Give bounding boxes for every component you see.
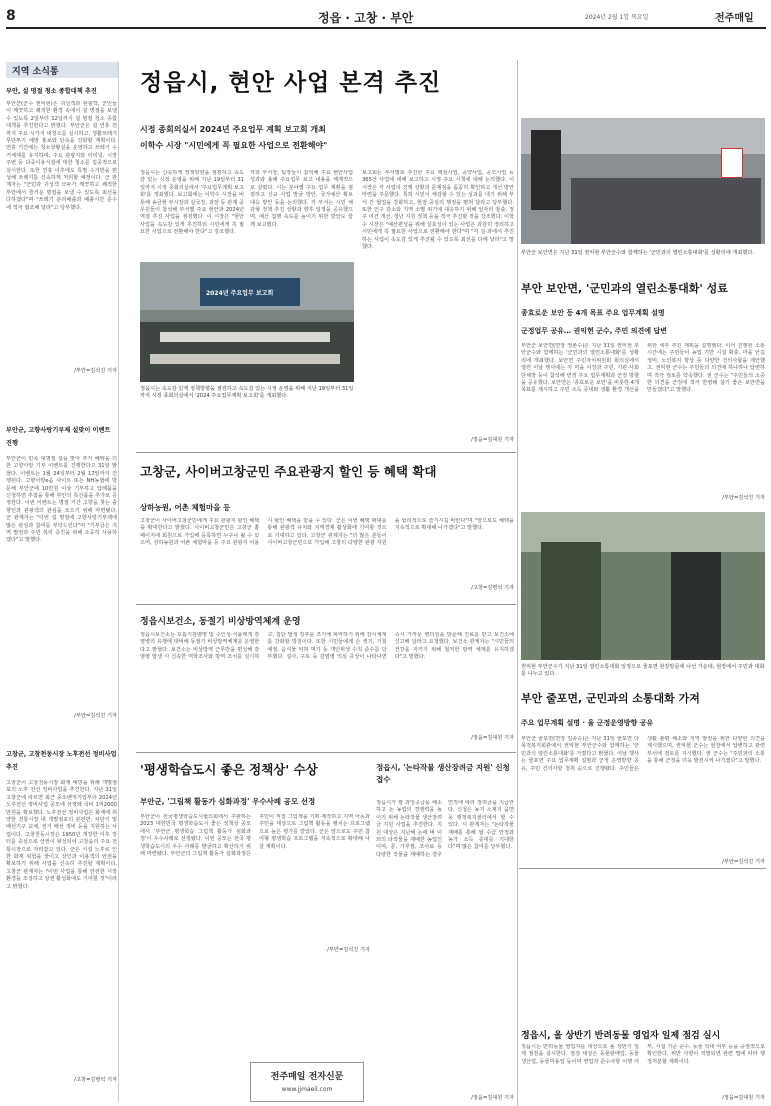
sidebar-item-3	[6, 748, 117, 1083]
gochang-byline: /고창=김병석 기자	[471, 585, 514, 591]
julpo-photo-caption: 권익현 부안군수가 지난 31일 열린소통대화 일정으로 줄포면 현장방문에 나선 가운데, 현장에서 주민과 대화를 나누고 있다.	[521, 664, 765, 677]
boan-subhead-1: 종효로운 보안 등 4개 목표 주요 업무계획 설명	[521, 309, 665, 317]
health-byline: /정읍=김대원 기자	[471, 735, 514, 741]
main-byline: /정읍=김대원 기자	[471, 437, 514, 443]
divider-main	[136, 452, 516, 453]
gochang-subhead: 상하농원, 어촌 체험마을 등	[140, 503, 231, 512]
pet-body: 정읍시는 반려동물 영업자를 대상으로 올 상반기 일제 점검을 실시한다. 점검 대상은 동물판매업, 동물생산업, 동물미용업 등이며 영업자 준수사항 이행 여부, 시설 기준 준수, 동물 학대 여부 등을 중점적으로 확인한다. 위반 사항이 적발되면 관련 법에 따라 행정처분할 계획이다.	[521, 1044, 765, 1065]
main-headline: 정읍시, 현안 사업 본격 추진	[140, 70, 442, 96]
julpo-body: 부안군 줄포면(면장 김종승)은 지난 31일 줄포면 다목적복지회관에서 권익현 부안군수와 함께하는 '군민과의 열린소통대화'를 가졌다고 밝혔다. 이날 행사는 줄포면 주요 업무계획 설명과 군정 운영방향 공유, 주민 건의사항 청취 순으로 진행됐다. 주민들은 생활 불편 해소와 지역 발전을 위한 다양한 의견을 제시했으며, 권익현 군수는 현장에서 답변하고 관련 부서에 검토를 지시했다. 권 군수는 "주민과의 소통을 통해 군정을 더욱 발전시켜 나가겠다"고 말했다.	[521, 736, 765, 772]
page-number: 8	[6, 8, 16, 24]
learning-body: 부안군이 전국평생학습도시협의회에서 주관하는 2023 대한민국 평생학습도시 좋은 정책상 공모에서 '부안군 평생학습 그림책 활동가 심화과정'이 우수사례로 선정됐다. 이번 공모는 전국 평생학습도시의 우수 사례를 발굴하고 확산하기 위해 마련됐다. 부안군의 그림책 활동가 심화과정은 주민이 직접 그림책을 기획·제작하고 지역 아동과 주민을 대상으로 그림책 활동을 펼치는 프로그램으로 높은 평가를 받았다. 군은 앞으로도 주민 참여형 평생학습 프로그램을 지속적으로 확대해 나갈 계획이다.	[140, 814, 370, 858]
gochang-body: 고창군이 사이버고창군민에게 주요 관광지 할인 혜택을 확대한다고 밝혔다. 사이버고창군민은 고창군 홈페이지에 회원으로 가입해 등록하면 누구나 될 수 있으며, 상하농원과 어촌 체험마을 등 주요 관광지 이용 시 할인 혜택을 받을 수 있다. 군은 이번 혜택 확대를 통해 관광객 유치와 지역경제 활성화에 기여할 것으로 기대하고 있다. 고창군 관계자는 "더 많은 분들이 사이버고창군민으로 가입해 고창의 다양한 관광 자원을 합리적으로 즐기시길 바란다"며 "앞으로도 혜택을 지속적으로 확대해 나가겠다"고 말했다.	[140, 518, 514, 547]
sidebar-item-byline: /고창=김병석 기자	[74, 1077, 117, 1083]
boan-photo-caption: 부안군 보안면은 지난 31일 권익현 부안군수와 함께하는 '군민과의 열린소통대화'를 성황리에 개최했다.	[521, 250, 755, 256]
sidebar-item-byline: /부안=김석진 기자	[74, 368, 117, 374]
crop-body: 정읍시가 쌀 과잉공급을 해소하고 논 농업의 경쟁력을 높이기 위해 논타작물 생산장려금 지원 사업을 추진한다. 지원 대상은 지난해 논에 벼 이외의 타작물을 재배한 농업인이며, 콩, 가루쌀, 조사료 등 다양한 작물을 재배하는 경우 면적에 따라 장려금을 지급한다. 신청은 농지 소재지 읍면동 행정복지센터에서 할 수 있다. 시 관계자는 "논타작물 재배를 통해 쌀 수급 안정과 농가 소득 증대를 기대한다"며 많은 참여를 당부했다.	[376, 800, 514, 858]
sidebar-item-body: 고창군이 고창천동시장 화재 예방을 위해 개별점포의 노후 전선 정비사업을 추진한다. 지난 31일 고창군에 따르면 최근 중소벤처기업부의 2024년 노후전선 정비사업 공모에 선정돼 국비 1억2000만원을 확보했다. 노후전선 정비사업은 화재에 취약한 전통시장 내 개별점포의 분전반, 차단기 및 배선기구 교체, 전기 배선 정비 등을 지원하는 사업이다. 고창천동시장은 1950년 개장한 이후 장터를 중심으로 상권이 형성되어 고창읍의 주요 전통시장으로 자리잡고 있다. 군은 시설 노후로 인한 화재 위험을 줄이고 상인과 이용객의 안전을 확보하기 위해 사업을 신속히 추진할 계획이다. 고창군 관계자는 "이번 사업을 통해 안전한 시장 환경을 조성하고 상권 활성화에도 기여할 것"이라고 밝혔다.	[6, 780, 117, 890]
learning-byline: /부안=김석진 기자	[327, 947, 370, 953]
crop-byline: /정읍=김대원 기자	[471, 1095, 514, 1101]
e-paper-ad-title: 전주매일 전자신문	[270, 1072, 344, 1082]
main-subhead-1: 시정 종회의실서 2024년 주요업무 계획 보고회 개최	[140, 125, 326, 134]
pet-byline: /정읍=김대원 기자	[722, 1095, 765, 1101]
header-rule	[6, 27, 766, 29]
julpo-visit-photo	[521, 512, 765, 660]
e-paper-ad-url: www.jjmaeil.com	[281, 1086, 333, 1093]
sidebar-item-body: 부안군이 민족 대명절 설을 맞아 추가 혜택을 더한 고향사랑 기부 이벤트를 진행한다고 31일 밝혔다. 이벤트는 1월 24일부터 2월 17일까지 진행된다. 고향사랑e음 사이트 또는 NH농협에 방문해 부안군에 10만원 이상 기부하고 답례품을 신청하면 추첨을 통해 부안의 특산품을 추가로 증정한다. 이번 이벤트는 명절 기간 고향을 찾는 출향인과 관광객의 관심을 모으기 위해 마련됐다. 군 관계자는 "이번 설 명절에 고향사랑기부제에 많은 관심과 참여를 부탁드린다"며 "기부금은 지역 발전과 주민 복리 증진을 위해 소중히 사용하겠다"고 말했다.	[6, 456, 117, 544]
boan-headline: 부안 보안면, '군민과의 열린소통대화' 성료	[521, 282, 728, 295]
main-body-col3: 보고회는 부서별로 추진한 주요 핵심사업, 공약사업, 공모사업 등 365건 사업에 대해 보고하고 시정 주요 시책에 대해 논의했다. 이 시장은 각 사업의 진행 상황과 문제점을 꼼꼼히 확인하고 개선 방안 마련을 주문했다. 특히 시민이 체감할 수 있는 성과를 내기 위해 부서 간 협업을 강화하고, 현장 중심의 행정을 펼쳐 달라고 당부했다. 또한 인구 감소와 지역 소멸 위기에 대응하기 위해 일자리 창출, 정주 여건 개선, 청년 지원 정책 등을 적극 추진할 것을 강조했다. 이학수 시장은 "예산편성을 위해 실효성이 있는 사업은 과감히 정리하고 시민에게 꼭 필요한 사업으로 전환해야 한다"며 "각 실·과에서 추진하는 사업이 속도감 있게 추진될 수 있도록 최선을 다해 달라"고 말했다.	[362, 170, 514, 251]
sidebar-item-title: 고창군, 고창천동시장 노후전선 정비사업 추진	[6, 751, 117, 771]
sidebar-item-body: 부안군(군수 권익현)은 귀성객과 관광객, 군민들이 깨끗하고 쾌적한 환경 속에서 설 명절을 보낼 수 있도록 2일부터 12일까지 설 명절 청소 종합대책을 추진한다고 밝혔다. 부안군은 설 연휴 전까지 주요 시가지 대청소를 실시하고, 생활쓰레기 무단투기 예방 홍보와 단속을 강화할 계획이다. 연휴 기간에는 청소상황실을 운영하고 쓰레기 수거체계를 유지하며, 주요 관광지와 터미널, 시장 주변 등 다중이용시설에 대한 청소를 집중적으로 실시한다. 또한 연휴 이후에도 특별 수거반을 편성해 쓰레기를 신속하게 처리할 예정이다. 군 관계자는 "군민과 귀성객 모두가 깨끗하고 쾌적한 부안에서 즐거운 명절을 보낼 수 있도록 최선을 다하겠다"며 "쓰레기 분리배출과 배출시간 준수에 적극 협조해 달라"고 당부했다.	[6, 101, 117, 211]
section-title: 정읍 · 고창 · 부안	[318, 11, 414, 25]
julpo-subhead: 주요 업무계획 설명 · 율 군정운영방향 공유	[521, 719, 654, 727]
e-paper-ad[interactable]	[250, 1062, 364, 1102]
sidebar-item-byline: /부안=김석진 기자	[74, 713, 117, 719]
sidebar-tag: 지역 소식통	[6, 62, 118, 78]
julpo-byline: /부안=김석진 기자	[722, 859, 765, 865]
learning-headline: '평생학습도시 좋은 정책상' 수상	[140, 762, 318, 777]
main-body-col2: 각과 부서장, 팀장들이 참석해 주요 현안사업 성과와 올해 주요업무 보고 내용을 체계적으로 살폈다. 시는 분야별 주요 업무 계획을 점검하고 신규 사업 발굴 방안, 국가예산 확보 대응 방안 등을 논의했다. 각 부서는 시민 체감형 정책 추진 상황과 향후 일정을 공유했으며, 예산 집행 속도를 높이기 위한 방안도 함께 보고했다.	[250, 170, 353, 228]
sidebar-item-title: 부안군, 고향사랑기부제 설맞이 이벤트 진행	[6, 427, 111, 447]
boan-meeting-photo	[521, 118, 765, 244]
boan-subhead-2: 군정업무 공유… 권익현 군수, 주민 의견에 답변	[521, 327, 667, 335]
gochang-headline: 고창군, 사이버고창군민 주요관광지 할인 등 혜택 확대	[140, 464, 437, 479]
paper-name: 전주매일	[715, 13, 754, 24]
boan-byline: /부안=김석진 기자	[722, 495, 765, 501]
julpo-headline: 부안 줄포면, 군민과의 소통대화 가져	[521, 692, 700, 705]
main-body-col1: 정읍시는 신속하게 정책방향을 점검하고 속도감 있는 시정 운영을 위해 지난 19일부터 31일까지 시정 종회의실에서 '주요업무계획 보고회'를 개최했다. 보고회에는 이학수 시장을 비롯해 송금현 부시장과 실국장, 과장 등 관계 공무원들이 참석해 부서별 주요 현안과 2024년 역점 추진 사업을 점검했다. 이 시장은 "현안 사업을 속도감 있게 추진하되 시민에게 꼭 필요한 사업으로 전환해야 한다"고 강조했다.	[140, 170, 244, 236]
sidebar-item-2	[6, 424, 117, 719]
pet-headline: 정읍시, 올 상반기 반려동물 영업자 일제 점검 실시	[521, 1031, 721, 1041]
briefing-photo	[140, 262, 354, 382]
main-subhead-2: 이학수 시장 "시민에게 꼭 필요한 사업으로 전환해야"	[140, 141, 328, 150]
crop-headline: 정읍시, '논타작물 생산장려금 지원' 신청 접수	[376, 763, 510, 784]
health-body: 정읍시보건소는 호흡기감염병 및 수인성·식품매개 감염병의 유행에 대비해 동절기 비상방역체계를 운영한다고 밝혔다. 보건소는 비상방역 근무반을 편성해 감염병 발생 시 신속한 역학조사와 방역 조치를 실시하고, 집단 발생 징후를 조기에 파악하기 위해 감시체계를 강화할 방침이다. 또한 시민들에게 손 씻기, 기침 예절, 음식물 익혀 먹기 등 개인위생 수칙 준수를 당부했다. 설사, 구토 등 감염병 의심 증상이 나타나면 즉시 가까운 병의원을 방문해 진료를 받고 보건소에 신고해 달라고 요청했다. 보건소 관계자는 "시민들의 건강을 지키기 위해 철저한 방역 체계를 유지하겠다"고 말했다.	[140, 632, 514, 661]
learning-subhead: 부안군, '그림책 활동가 심화과정' 우수사례 공모 선정	[140, 797, 316, 806]
divider-right-bottom	[519, 868, 766, 869]
sidebar	[6, 62, 119, 1102]
briefing-photo-caption: 정읍시는 속도감 있게 정책방향을 점검하고 속도감 있는 시정 운영을 위해 지난 19일부터 31일까지 시정 종회의실에서 '2024 주요업무계획 보고회'를 개최했다.	[140, 386, 354, 399]
divider-mid	[136, 604, 516, 605]
divider-bottom	[136, 752, 516, 753]
issue-date: 2024년 2월 1일 목요일	[585, 14, 649, 21]
sidebar-item-1	[6, 86, 117, 374]
column-divider	[517, 60, 518, 1106]
sidebar-item-title: 부안, 설 명절 청소 종합대책 추진	[6, 88, 97, 95]
briefing-banner-text: 2024년 주요업무 보고회	[206, 290, 274, 297]
boan-body: 부안군 보안면(면장 정춘수)은 지난 31일 권익현 부안군수와 함께하는 '군민과의 열린소통대화'를 성황리에 개최했다. 보안면 주민자치위원회 회의실에서 열린 이날 행사에는 각 마을 이장과 주민, 기관·사회단체장 등이 참석해 면정 주요 업무계획과 군정 방향을 공유했다. 보안면은 '종효로운 보안'을 비롯한 4개 목표를 제시하고 주민 소득 증대와 생활 환경 개선을 위한 세부 추진 계획을 설명했다. 이어 진행된 소통 시간에는 주민들이 농업 기반 시설 확충, 마을 안길 정비, 노인복지 향상 등 다양한 건의사항을 제안했고, 권익현 군수는 주민들의 의견에 하나하나 답변하며 적극 검토를 약속했다. 권 군수는 "주민들의 소중한 의견을 군정에 적극 반영해 살기 좋은 보안면을 만들겠다"고 말했다.	[521, 343, 765, 394]
health-headline: 정읍시보건소, 동절기 비상방역체계 운영	[140, 617, 301, 627]
